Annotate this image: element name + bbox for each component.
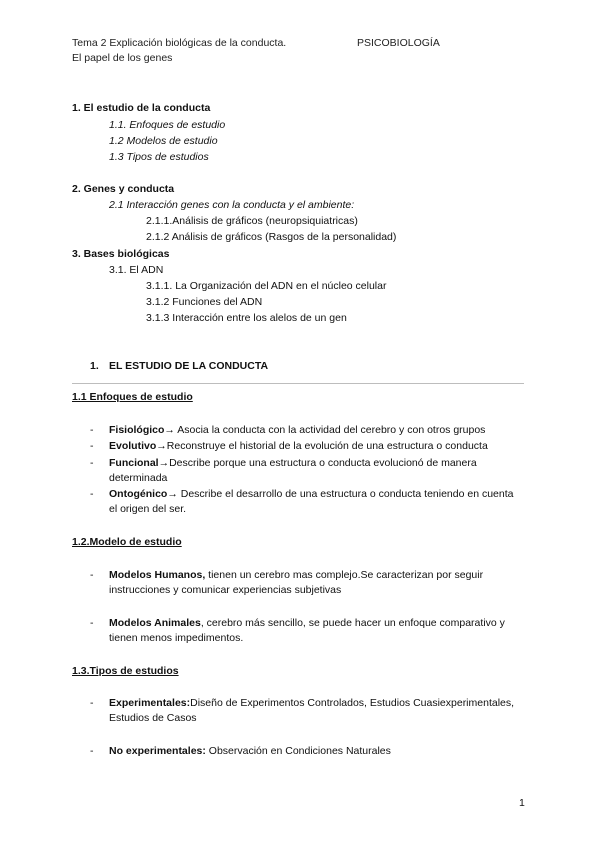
bullet-dash: -: [90, 569, 94, 581]
toc-item-2-1: 2.1 Interacción genes con la conducta y el ambiente:: [109, 199, 355, 211]
list-item-text: → Describe el desarrollo de una estructura o conducta teniendo en cuenta el origen del ser.: [109, 488, 514, 515]
subsection-heading-1-2: 1.2.Modelo de estudio: [72, 536, 182, 548]
toc-section-1: 1. El estudio de la conducta: [72, 102, 211, 114]
list-item-text: Diseño de Experimentos Controlados, Estudios Cuasiexperimentales, Estudios de Casos: [109, 697, 515, 724]
subsection-heading-1-1: 1.1 Enfoques de estudio: [72, 391, 193, 403]
bullet-dash: -: [90, 617, 94, 629]
toc-item-3-1: 3.1. El ADN: [109, 264, 164, 276]
list-item-text: → Asocia la conducta con la actividad del cerebro y con otros grupos: [164, 424, 486, 436]
bullet-dash: -: [90, 457, 94, 469]
list-item-text: tienen un cerebro mas complejo.Se caracterizan por seguir instrucciones y comunicar experiencias subjetivas: [109, 569, 484, 596]
toc-section-2: 2. Genes y conducta: [72, 183, 175, 195]
section-divider: [72, 383, 524, 384]
list-item: [90, 616, 530, 648]
subsection-heading-1-3: 1.3.Tipos de estudios: [72, 665, 179, 677]
toc-item-3-1-3: 3.1.3 Interacción entre los alelos de un gen: [146, 312, 347, 324]
list-item-term: Evolutivo: [109, 440, 157, 452]
header-subtitle: El papel de los genes: [72, 52, 173, 64]
list-item-text: , cerebro más sencillo, se puede hacer un enfoque comparativo y tienen menos impedimentos.: [109, 617, 505, 644]
toc-item-1-3: 1.3 Tipos de estudios: [109, 151, 209, 163]
header-subject: PSICOBIOLOGÍA: [357, 37, 440, 49]
list-item-term: Modelos Animales: [109, 617, 201, 629]
toc-item-3-1-1: 3.1.1. La Organización del ADN en el núcleo celular: [146, 280, 387, 292]
header-title: Tema 2 Explicación biológicas de la conducta.: [72, 37, 287, 49]
bullet-dash: -: [90, 745, 94, 757]
toc-item-3-1-2: 3.1.2 Funciones del ADN: [146, 296, 263, 308]
list-item: [90, 439, 530, 455]
bullet-dash: -: [90, 424, 94, 436]
list-item: [90, 423, 530, 439]
bullet-dash: -: [90, 488, 94, 500]
toc-item-2-1-1: 2.1.1.Análisis de gráficos (neuropsiquiatricas): [146, 215, 358, 227]
list-item: [90, 744, 530, 760]
page-number: 1: [519, 797, 525, 809]
list-item-text: Observación en Condiciones Naturales: [205, 745, 391, 757]
bullet-dash: -: [90, 440, 94, 452]
list-item-term: No experimentales:: [109, 745, 206, 757]
list-item: [90, 696, 530, 728]
section-title: EL ESTUDIO DE LA CONDUCTA: [109, 360, 269, 372]
list-item-term: Ontogénico: [109, 488, 168, 500]
toc-item-2-1-2: 2.1.2 Análisis de gráficos (Rasgos de la personalidad): [146, 231, 397, 243]
list-item: [90, 487, 530, 519]
list-item-term: Experimentales:: [109, 697, 191, 709]
list-item-term: Funcional: [109, 457, 159, 469]
toc-item-1-2: 1.2 Modelos de estudio: [109, 135, 218, 147]
list-item-term: Modelos Humanos,: [109, 569, 206, 581]
list-item: [90, 456, 530, 488]
list-item: [90, 568, 530, 600]
list-item-text: →Describe porque una estructura o conducta evolucionó de manera determinada: [109, 457, 477, 484]
section-number: 1.: [90, 360, 99, 372]
list-item-term: Fisiológico: [109, 424, 165, 436]
toc-item-1-1: 1.1. Enfoques de estudio: [109, 119, 226, 131]
list-item-text: →Reconstruye el historial de la evolución de una estructura o conducta: [156, 440, 488, 452]
bullet-dash: -: [90, 697, 94, 709]
toc-section-3: 3. Bases biológicas: [72, 248, 170, 260]
